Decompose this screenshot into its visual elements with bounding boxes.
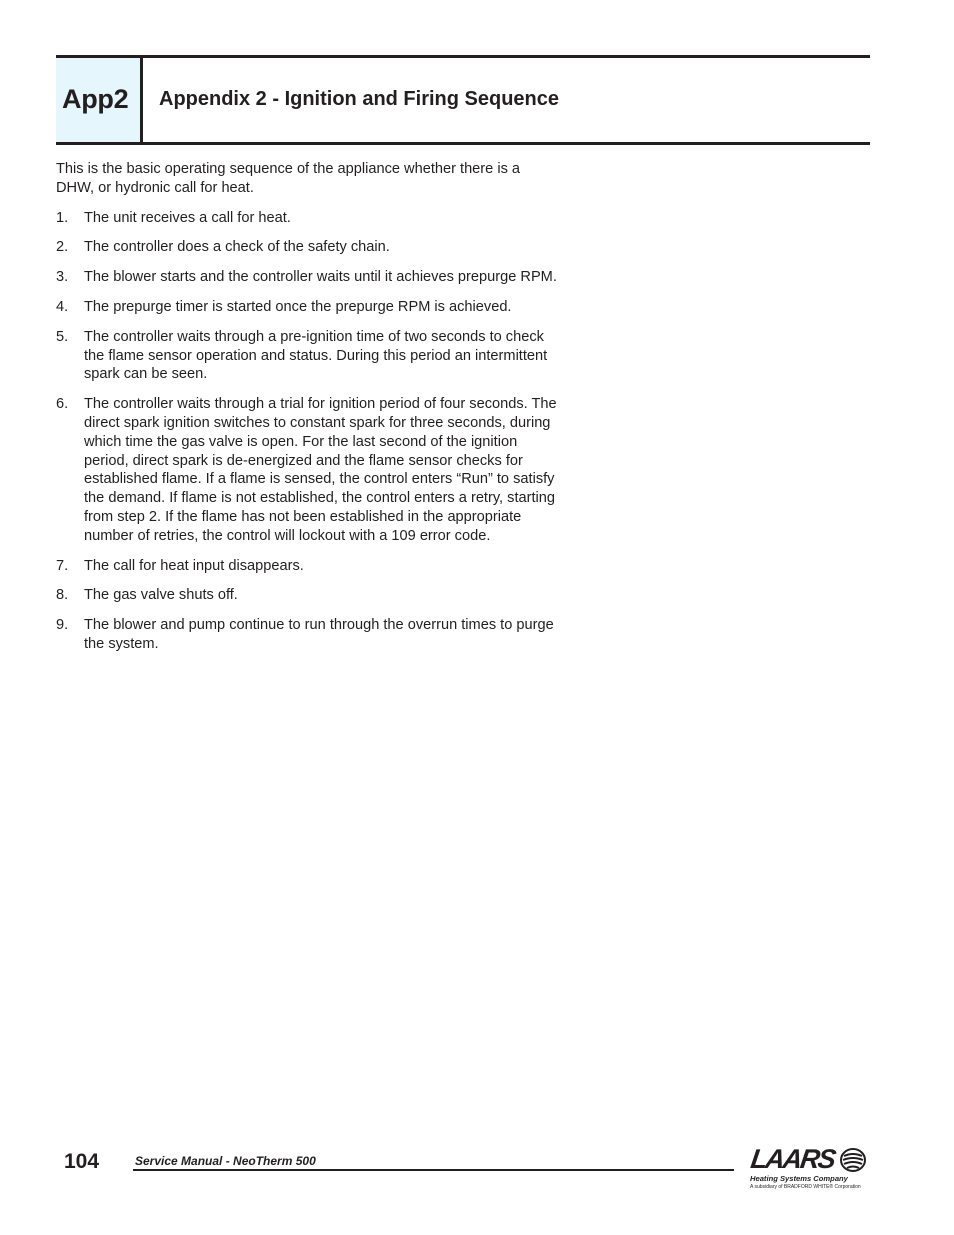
- list-item: [56, 395, 562, 545]
- list-item: [56, 586, 562, 605]
- step-number: 7.: [56, 557, 69, 574]
- list-item: [56, 209, 562, 228]
- page-header: [56, 55, 870, 145]
- logo-swirl-icon: [840, 1147, 866, 1173]
- step-text: The blower and pump continue to run through the overrun times to purge the system.: [84, 617, 554, 652]
- step-number: 1.: [56, 209, 69, 226]
- step-text: The unit receives a call for heat.: [84, 209, 291, 226]
- step-number: 8.: [56, 587, 69, 604]
- step-text: The call for heat input disappears.: [84, 557, 304, 574]
- logo-tagline: Heating Systems Company: [750, 1174, 848, 1183]
- step-number: 5.: [56, 328, 69, 345]
- list-item: [56, 616, 562, 654]
- list-item: [56, 298, 562, 317]
- step-text: The controller waits through a trial for ignition period of four seconds. The direct spark ignition switches to constant spark for three seconds, during which time the gas valve is open. For the last second of the ignition period, direct spark is de-energized and the flame sensor checks for established flame. If a flame is sensed, the control enters “Run” to satisfy the demand. If flame is not established, the control enters a retry, starting from step 2. If the flame has not been established in the appropriate number of retries, the control will lockout with a 109 error code.: [84, 396, 557, 544]
- manual-title: Service Manual - NeoTherm 500: [135, 1154, 316, 1168]
- intro-paragraph: This is the basic operating sequence of the appliance whether there is a DHW, or hydronic call for heat.: [56, 161, 521, 196]
- list-item: [56, 238, 562, 257]
- appendix-tab: [56, 58, 143, 142]
- step-text: The controller waits through a pre-ignition time of two seconds to check the flame sensor operation and status. During this period an intermittent spark can be seen.: [84, 328, 548, 383]
- laars-logo: [749, 1145, 871, 1191]
- step-number: 4.: [56, 298, 69, 315]
- step-number: 6.: [56, 396, 69, 413]
- step-text: The gas valve shuts off.: [84, 587, 238, 604]
- list-item: [56, 268, 562, 287]
- list-item: [56, 328, 562, 384]
- step-text: The prepurge timer is started once the prepurge RPM is achieved.: [84, 298, 512, 315]
- appendix-tab-label: App2: [62, 84, 129, 114]
- step-number: 2.: [56, 239, 69, 256]
- footer-divider: [133, 1169, 734, 1171]
- page-number: 104: [64, 1150, 100, 1173]
- list-item: [56, 557, 562, 576]
- logo-wordmark: LAARS: [748, 1144, 837, 1174]
- main-content: [56, 160, 562, 665]
- sequence-list: [56, 209, 562, 654]
- step-number: 9.: [56, 617, 69, 634]
- step-text: The blower starts and the controller waits until it achieves prepurge RPM.: [84, 269, 557, 286]
- page-title: Appendix 2 - Ignition and Firing Sequence: [159, 88, 560, 110]
- logo-subsidiary: A subsidiary of BRADFORD WHITE® Corporation: [750, 1184, 861, 1190]
- step-number: 3.: [56, 269, 69, 286]
- step-text: The controller does a check of the safety chain.: [84, 239, 390, 256]
